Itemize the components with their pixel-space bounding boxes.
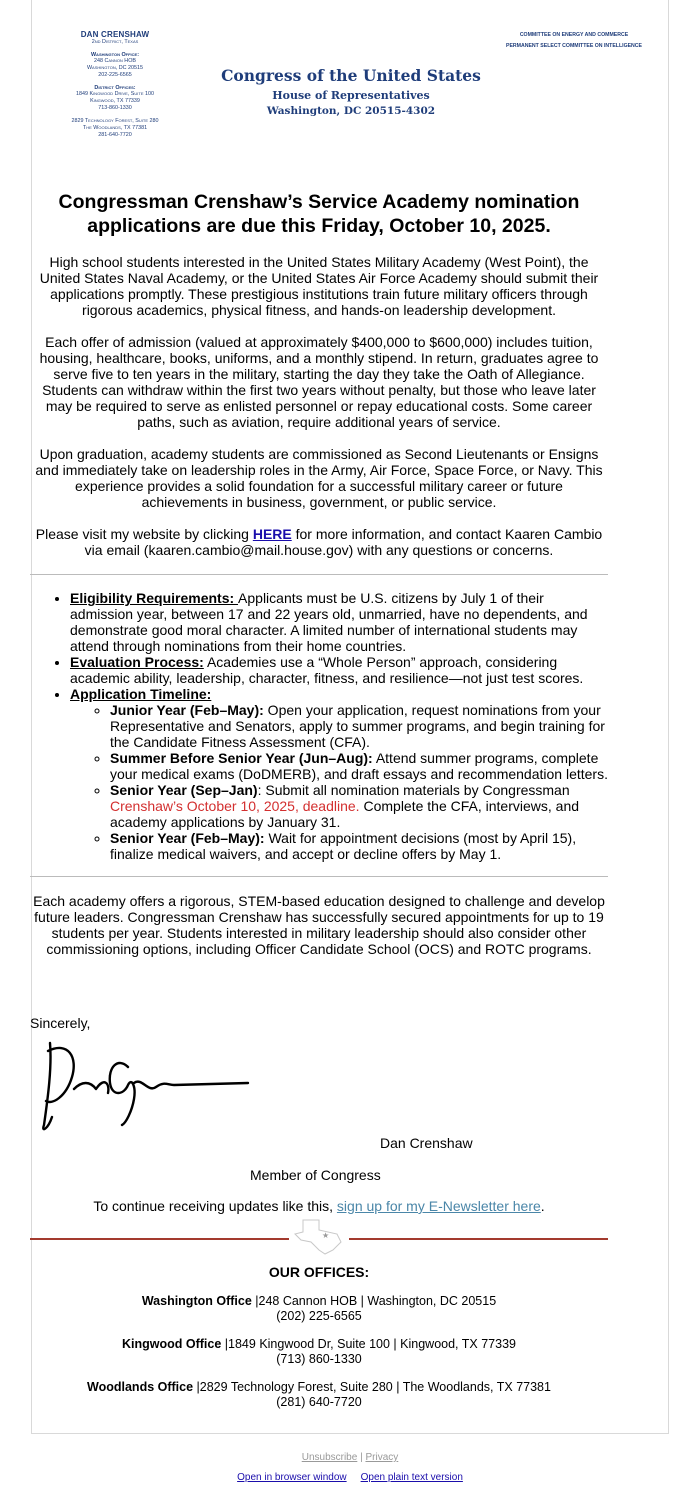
eligibility-text: Applicants must be U.S. citizens by July 1 of their admission year, between 17 and 22 years old, unmarried, have no dependents, and demonstrate good moral character. A limited number of international students may attend through nominations from their home countries. xyxy=(70,590,588,654)
congress-title: Congress of the United States xyxy=(221,66,481,85)
evaluation-text: Academies use a “Whole Person” approach, considering academic ability, leadership, character, fitness, and resilience—not just test scores. xyxy=(70,654,584,686)
junior-label: Junior Year (Feb–May): xyxy=(110,702,264,718)
woodlands-line: 2829 Technology Forest, Suite 280 xyxy=(71,118,159,124)
letterhead-center xyxy=(202,66,500,117)
timeline-item-summer xyxy=(110,750,608,782)
kingwood-line: Kingwood, TX 77339 xyxy=(90,98,140,104)
svg-text:★: ★ xyxy=(322,1231,330,1240)
newsletter-signup-link[interactable]: sign up for my E-Newsletter here xyxy=(336,1198,541,1214)
visit-text-after: for more information, and contact Kaaren Cambio via email (kaaren.cambio@mail.house.gov) with any questions or concerns. xyxy=(84,526,603,558)
open-browser-link[interactable]: Open in browser window xyxy=(237,1472,347,1483)
dc-office-line: Washington, DC 20515 xyxy=(86,65,144,71)
main-content xyxy=(30,190,608,957)
letterhead xyxy=(32,0,670,170)
deadline-highlight: Crenshaw’s October 10, 2025, deadline. xyxy=(110,798,360,814)
woodlands-line: 281-640-7720 xyxy=(98,132,132,138)
footer-separator: | xyxy=(357,1452,366,1463)
admission-paragraph: Each offer of admission (valued at approximately $400,000 to $600,000) includes tuition, housing, healthcare, books, uniforms, and a monthly stipend. In return, graduates agree to serve five to ten years in the military, starting the day they take the Oath of Allegiance. Students can withdraw within the first two years without penalty, but those who leave later may be required to serve as enlisted personnel or repay educational costs. Some career paths, such as aviation, require additional years of service. xyxy=(39,334,599,430)
office-phone: (281) 640-7720 xyxy=(276,1395,362,1409)
office-address: |248 Cannon HOB | Washington, DC 20515 xyxy=(251,1294,497,1308)
timeline-list xyxy=(70,702,608,862)
footer-links-row xyxy=(0,1452,700,1463)
list-item-eligibility xyxy=(70,590,608,654)
kingwood-line: 1849 Kingwood Drive, Suite 100 xyxy=(75,91,154,97)
dc-office-line: 202-225-6565 xyxy=(98,72,132,78)
letterhead-left-block xyxy=(60,30,170,139)
list-item-timeline xyxy=(70,686,608,862)
visit-text: Please visit my website by clicking xyxy=(35,526,253,542)
junior-text: Open your application, request nominations from your Representative and Senators, apply to summer programs, and begin training for the Candidate Fitness Assessment (CFA). xyxy=(110,702,605,750)
privacy-link[interactable]: Privacy xyxy=(365,1452,399,1463)
graduation-paragraph: Upon graduation, academy students are commissioned as Second Lieutenants or Ensigns and immediately take on leadership roles in the Army, Air Force, Space Force, or Navy. This experience provides a solid foundation for a successful military career or future achievements in business, government, or public service. xyxy=(35,446,603,510)
summer-label: Summer Before Senior Year (Jun–Aug): xyxy=(110,750,373,766)
signer-title: Member of Congress xyxy=(250,1167,381,1183)
summer-text: Attend summer programs, complete your medical exams (DoDMERB), and draft essays and recommendation letters. xyxy=(110,750,608,782)
stem-paragraph: Each academy offers a rigorous, STEM-based education designed to challenge and develop future leaders. Congressman Crenshaw has successfully secured appointments for up to 19 students per year. Students interested in military leadership should also consider other commissioning options, including Officer Candidate School (OCS) and ROTC programs. xyxy=(33,893,605,957)
website-link[interactable]: HERE xyxy=(252,526,292,542)
senior-spring-text: Wait for appointment decisions (most by April 15), finalize medical waivers, and accept or decline offers by May 1. xyxy=(110,830,577,862)
committee-intelligence: PERMANENT SELECT COMMITTEE ON INTELLIGENCE xyxy=(505,43,643,49)
newsletter-text: To continue receiving updates like this, xyxy=(93,1198,337,1214)
email-footer xyxy=(0,1452,700,1483)
letterhead-committees xyxy=(494,32,654,50)
offices-heading: OUR OFFICES: xyxy=(268,1264,370,1280)
dc-office-line: 248 Cannon HOB xyxy=(93,58,136,64)
woodlands-line: The Woodlands, TX 77381 xyxy=(82,125,148,131)
letterhead-member-name: DAN CRENSHAW xyxy=(80,30,150,39)
evaluation-label: Evaluation Process: xyxy=(70,654,204,670)
signature-block xyxy=(30,1015,608,1214)
timeline-label: Application Timeline: xyxy=(70,686,212,702)
office-address: |2829 Technology Forest, Suite 280 | The Woodlands, TX 77381 xyxy=(193,1380,551,1394)
senior-spring-label: Senior Year (Feb–May): xyxy=(110,830,265,846)
kingwood-line: 713-860-1330 xyxy=(98,105,132,111)
newsletter-text-after: . xyxy=(540,1198,545,1214)
office-name: Woodlands Office xyxy=(87,1380,194,1394)
timeline-item-senior-spring xyxy=(110,830,608,862)
timeline-item-senior-fall xyxy=(110,782,608,830)
office-woodlands xyxy=(30,1380,608,1410)
signature-image xyxy=(38,1037,258,1137)
office-name: Washington Office xyxy=(141,1294,252,1308)
office-kingwood xyxy=(30,1337,608,1367)
senior-fall-text-b: Complete the CFA, interviews, and academy applications by January 31. xyxy=(110,798,580,830)
newsletter-line xyxy=(30,1198,608,1214)
office-name: Kingwood Office xyxy=(122,1337,222,1351)
office-phone: (202) 225-6565 xyxy=(276,1309,362,1323)
office-washington xyxy=(30,1294,608,1324)
letterhead-dc-office-label: Washington Office: xyxy=(90,52,140,58)
washington-address: Washington, DC 20515-4302 xyxy=(266,105,436,117)
requirements-list xyxy=(30,590,608,862)
letterhead-district-offices-label: District Offices: xyxy=(94,85,136,91)
intro-paragraph: High school students interested in the United States Military Academy (West Point), the United States Naval Academy, or the United States Air Force Academy should submit their applications promptly. These prestigious institutions train future military officers through rigorous academics, physical fitness, and hands-on leadership development. xyxy=(39,254,599,318)
senior-fall-text: : Submit all nomination materials by Congressman xyxy=(257,782,570,798)
letterhead-district: 2nd District, Texas xyxy=(91,39,139,45)
eligibility-label: Eligibility Requirements: xyxy=(70,590,239,606)
timeline-item-junior xyxy=(110,702,608,750)
senior-fall-label: Senior Year (Sep–Jan) xyxy=(110,782,258,798)
closing: Sincerely, xyxy=(30,1015,91,1031)
office-phone: (713) 860-1330 xyxy=(276,1352,362,1366)
office-address: |1849 Kingwood Dr, Suite 100 | Kingwood, TX 77339 xyxy=(221,1337,516,1351)
visit-paragraph xyxy=(30,526,608,558)
committee-energy: COMMITTEE ON ENERGY AND COMMERCE xyxy=(519,32,629,38)
headline: Congressman Crenshaw’s Service Academy nomination applications are due this Friday, October 10, 2025. xyxy=(58,191,580,237)
signer-name: Dan Crenshaw xyxy=(380,1135,473,1151)
footer-view-row xyxy=(0,1472,700,1483)
unsubscribe-link[interactable]: Unsubscribe xyxy=(301,1452,358,1463)
list-item-evaluation xyxy=(70,654,608,686)
texas-star-icon xyxy=(289,1216,349,1256)
house-title: House of Representatives xyxy=(272,89,430,102)
plain-text-link[interactable]: Open plain text version xyxy=(360,1472,463,1483)
